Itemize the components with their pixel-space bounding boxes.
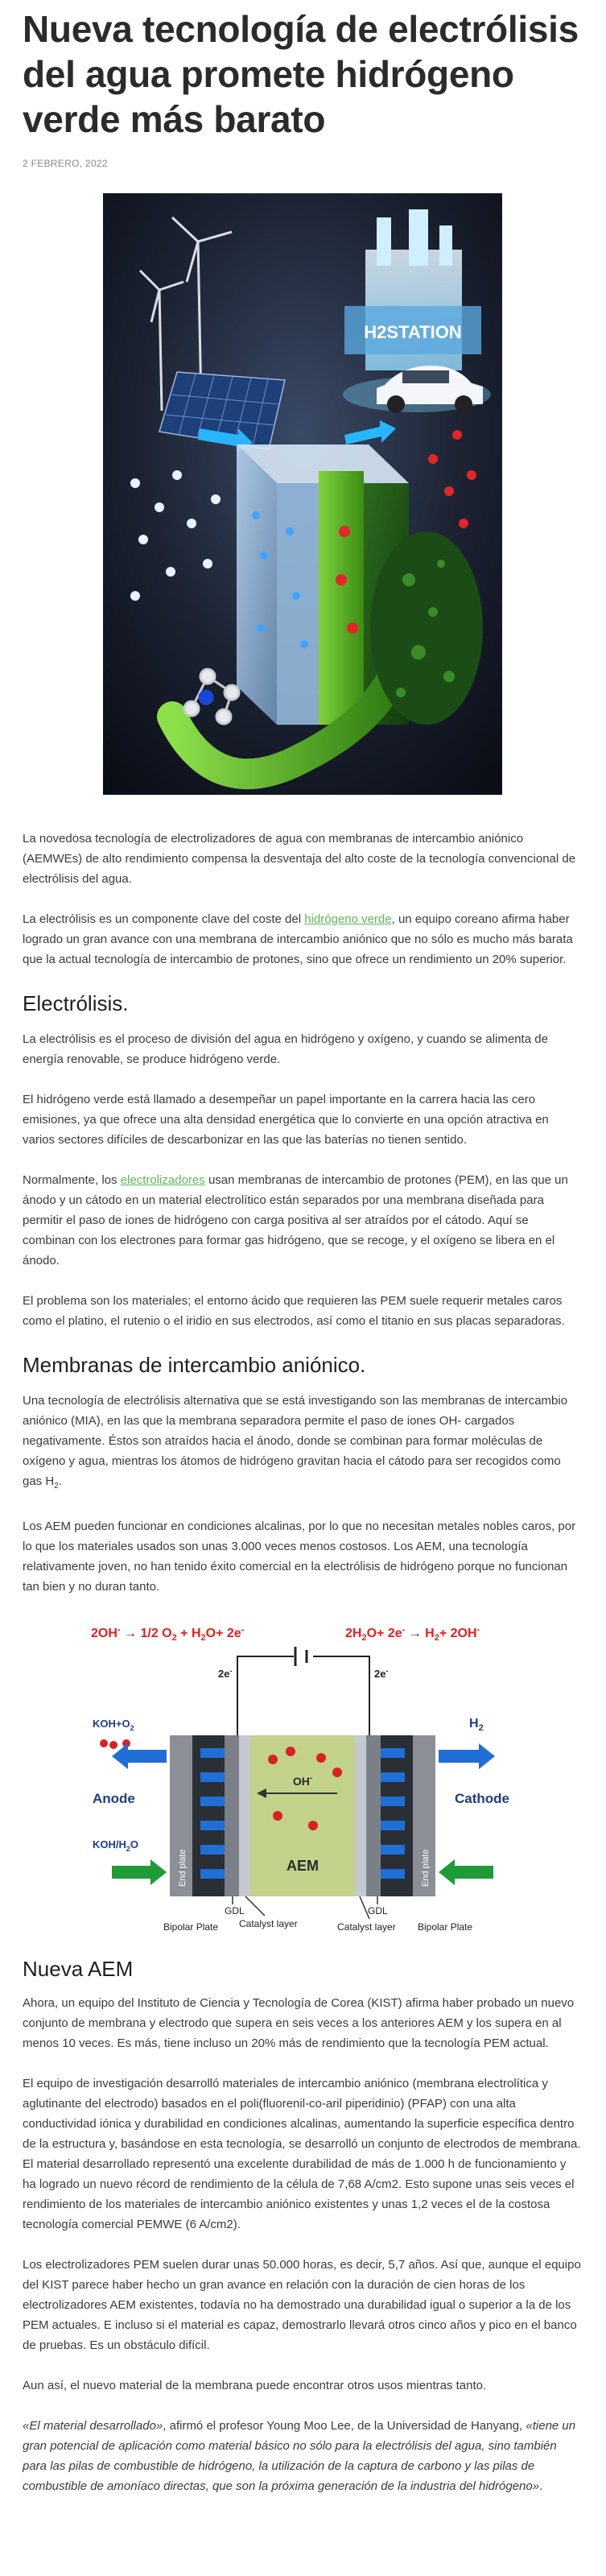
text-span: . <box>58 1474 62 1488</box>
subscript: 2 <box>54 1482 59 1491</box>
station-sign: H2STATION <box>363 322 462 342</box>
article-title: Nueva tecnología de electrólisis del agua promete hidrógeno verde más barato <box>23 8 579 140</box>
cathode-label: Cathode <box>454 1791 509 1806</box>
aem-electrolyzer-diagram <box>80 1615 526 1933</box>
hero-image <box>103 193 502 795</box>
quote-text: «El material desarrollado» <box>23 2419 163 2433</box>
text-span: La electrólisis es un componente clave del coste del <box>23 912 305 926</box>
text-span: Normalmente, los <box>23 1173 121 1187</box>
koh-h2o-label: KOH/$H_2O$ <box>92 1838 138 1853</box>
paragraph-pem <box>23 1170 582 1271</box>
link-electrolyzers[interactable]: electrolizadores <box>120 1173 205 1187</box>
intro-paragraph: La novedosa tecnología de electrolizadores de agua con membranas de intercambio aniónico (AEMWEs) de alto rendimiento compensa la desventaja del alto coste de la tecnología convencional de electrólisis del agua. <box>23 832 576 886</box>
bipolar-plate-label-left: Bipolar Plate <box>163 1921 218 1933</box>
paragraph-quote <box>23 2416 582 2496</box>
quote-attribution: , afirmó el profesor Young Moo Lee, de la Universidad de Hanyang, <box>163 2419 526 2433</box>
text-span: Una tecnología de electrólisis alternativa que se está investigando son las membranas de intercambio aniónico (MIA), en las que la membrana separadora permite el paso de iones OH- cargados negativamente. Éstos son atraídos hacia el ánodo, donde se combinan para formar moléculas de oxígeno y agua, mientras los átomos de hidrógeno gravitan hacia el cátodo para ser recogidos como gas H <box>23 1394 568 1488</box>
paragraph-materials-problem: El problema son los materiales; el entorno ácido que requieren las PEM suele requerir metales caros como el platino, el rutenio o el iridio en sus electrodos, así como el titanio en sus placas separadoras. <box>23 1294 565 1328</box>
text-span: , un equipo coreano afirma haber logrado un gran avance con una membrana de intercambio aniónico que no sólo es mucho más barata que la actual tecnología de intercambio de protones, sino que ofrece un rendimiento un 20% superior. <box>23 912 573 966</box>
end-plate-label-right: End plate <box>420 1849 431 1887</box>
paragraph-electrolysis-definition: La electrólisis es el proceso de división del agua en hidrógeno y oxígeno, y cuando se alimenta de energía renovable, se produce hidrógeno verde. <box>23 1032 548 1066</box>
h2-output-label: $H_2$ <box>468 1717 484 1733</box>
paragraph-aem-alkaline: Los AEM pueden funcionar en condiciones alcalinas, por lo que no necesitan metales nobles caros, por lo que los materiales usados son unas 3.000 veces menos costosos. Los AEM, una tecnología relativamente joven, no han tenido éxito comercial en la electrólisis de hidrógeno porque no funcionan tan bien y no duran tanto. <box>23 1520 576 1594</box>
anode-label: Anode <box>92 1791 135 1806</box>
cathode-equation: $2H_2O+ 2e^- \to H_2+ 2OH^-$ <box>344 1625 480 1643</box>
electron-label-left: 2e- <box>217 1667 232 1680</box>
paragraph-green-hydrogen <box>23 909 582 970</box>
text-span: . <box>539 2479 543 2493</box>
gdl-label-right: GDL <box>367 1905 388 1916</box>
oh-ion-label: OH- <box>292 1774 312 1788</box>
koh-o2-label: $KOH+O_2$ <box>92 1718 134 1732</box>
section-heading-new-aem: Nueva AEM <box>23 1957 134 1981</box>
quote-text: «tiene un gran potencial de aplicación como material básico no sólo para la electrólisis del agua, sino también para las pilas de combustible de hidrógeno, la utilización de la captura de carbono y las pilas de combustible de amoníaco directas, que son la próxima generación de la industria del hidrógeno» <box>23 2419 576 2493</box>
electron-label-right: 2e- <box>373 1667 388 1680</box>
catalyst-layer-label-left: Catalyst layer <box>238 1918 298 1929</box>
anode-equation: 2OH- → 1/2 $O_2 + H_2O+ 2e^-$ <box>90 1625 244 1643</box>
bipolar-plate-label-right: Bipolar Plate <box>417 1921 472 1933</box>
publish-date: 2 FEBRERO, 2022 <box>23 158 108 169</box>
section-heading-aem: Membranas de intercambio aniónico. <box>23 1353 366 1377</box>
aem-label: AEM <box>286 1858 319 1874</box>
paragraph-kist-team: Ahora, un equipo del Instituto de Ciencia y Tecnología de Corea (KIST) afirma haber probado un nuevo conjunto de membrana y electrodo que supera en seis veces a los anteriores AEM y los supera en al menos 10 veces. Es más, tiene incluso un 20% más de rendimiento que la tecnología PEM actual. <box>23 1996 575 2050</box>
section-heading-electrolysis: Electrólisis. <box>23 991 129 1015</box>
text-span: usan membranas de intercambio de protones (PEM), en las que un ánodo y un cátodo en un material electrolítico están separados por una membrana diseñada para permitir el paso de iones de hidrógeno con carga positiva al ser atraídos por el cátodo. Aquí se combinan con los electrones para formar gas hidrógeno, que se recoge, y el oxígeno se libera en el ánodo. <box>23 1173 568 1267</box>
paragraph-durability: Los electrolizadores PEM suelen durar unas 50.000 horas, es decir, 5,7 años. Así que, aunque el equipo del KIST parece haber hecho un gran avance en relación con la duración de cien horas de los electrolizadores AEM existentes, todavía no ha demostrado una durabilidad igual o superior a la de los PEM actuales. E incluso si el material es capaz, demostrarlo llevará otros cinco años y pico en el banco de pruebas. Es un obstáculo difícil. <box>23 2258 581 2352</box>
end-plate-label-left: End plate <box>177 1849 188 1887</box>
paragraph-aem-intro <box>23 1391 582 1496</box>
catalyst-layer-label-right: Catalyst layer <box>336 1921 396 1933</box>
gdl-label-left: GDL <box>224 1905 245 1916</box>
link-green-hydrogen[interactable]: hidrógeno verde <box>304 912 392 926</box>
paragraph-other-uses: Aun así, el nuevo material de la membrana puede encontrar otros usos mientras tanto. <box>23 2379 487 2392</box>
paragraph-pfap-materials: El equipo de investigación desarrolló materiales de intercambio aniónico (membrana electrolítica y aglutinante del electrodo) basados en el poli(fluorenil-co-aril piperidinio) (PFAP) con una alta conductividad iónica y durabilidad en condiciones alcalinas, aumentando la superficie específica dentro de la estructura y, basándose en esta tecnología, se desarrolló un conjunto de electrodos de membrana. El material desarrollado representó una excelente durabilidad de más de 1.000 h de funcionamiento y ha logrado un nuevo récord de rendimiento de la célula de 7,68 A/cm2. Esto supone unas seis veces el rendimiento de los materiales de intercambio aniónico existentes y unas 1,2 veces el de la costosa tecnología comercial PEMWE (6 A/cm2). <box>23 2077 581 2231</box>
paragraph-green-hydrogen-role: El hidrógeno verde está llamado a desempeñar un papel importante en la carrera hacia las cero emisiones, ya que ofrece una alta densidad energética que lo convierte en una opción atractiva en varios sectores difíciles de descarbonizar en las que las baterías no tienen sentido. <box>23 1093 549 1147</box>
